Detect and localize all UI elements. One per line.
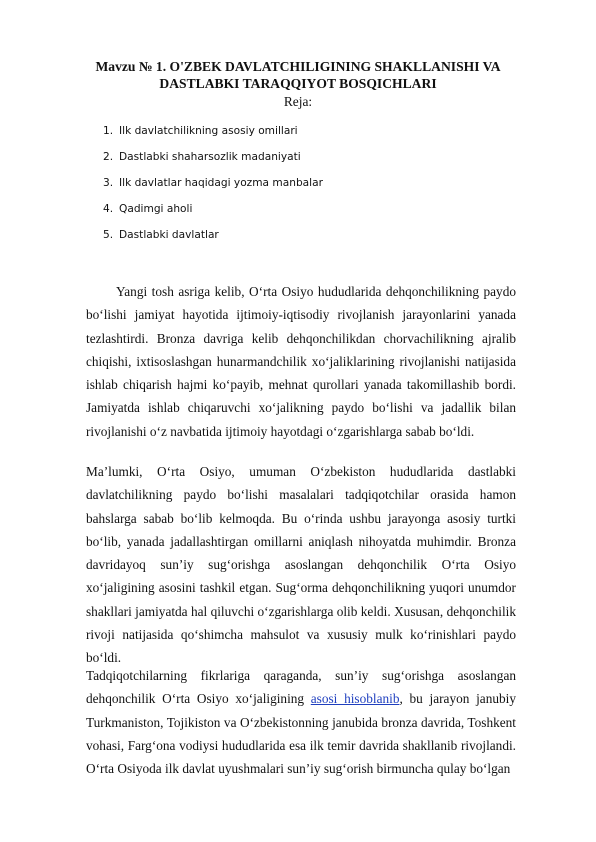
plan-item-text: Ilk davlatlar haqidagi yozma manbalar — [119, 177, 323, 189]
plan-item-text: Dastlabki davlatlar — [119, 229, 219, 241]
document-title — [80, 58, 516, 92]
plan-item — [103, 175, 323, 201]
plan-item — [103, 123, 323, 149]
plan-item-number: 2. — [103, 151, 114, 163]
plan-item-number: 1. — [103, 125, 114, 137]
plan-item-number: 3. — [103, 177, 114, 189]
paragraph-3-text-start: Tadqiqotchilarning fikrlariga qaraganda, sun’iy sug‘orishga asoslangan dehqonchilik O‘rta Osiyo xo‘jaligining — [86, 668, 516, 707]
paragraph-3 — [86, 664, 516, 780]
plan-item — [103, 227, 323, 253]
plan-item-text: Ilk davlatchilikning asosiy omillari — [119, 125, 298, 137]
title-line-1: Mavzu № 1. O'ZBEK DAVLATCHILIGINING SHAKLLANISHI VA — [95, 59, 501, 74]
plan-heading: Reja: — [283, 94, 313, 109]
plan-item — [103, 201, 323, 227]
plan-item-text: Dastlabki shaharsozlik madaniyati — [119, 151, 301, 163]
paragraph-3-text-end: , bu jarayon janubiy Turkmaniston, Tojikiston va O‘zbekistonning janubida bronza davrida, Toshkent vohasi, Farg‘ona vodiysi hududlarida esa ilk temir davrida shakllanib rivojlandi. O‘rta Osiyoda ilk davlat uyushmalari sun’iy sug‘orish birmuncha qulay bo‘lgan — [86, 691, 516, 777]
paragraph-2: Ma’lumki, O‘rta Osiyo, umuman O‘zbekiston hududlarida dastlabki davlatchilikning paydo bo‘lishi masalalari tadqiqotchilar orasida hamon bahslarga sabab bo‘lib kelmoqda. Bu o‘rinda ushbu jarayonga asosiy turtki bo‘lib, yanada jadallashtirgan omillarni aniqlash nihoyatda muhimdir. Bronza davridayoq sun’iy sug‘orishga asoslangan dehqonchilik O‘rta Osiyo xo‘jaligining asosini tashkil etgan. Sug‘orma dehqonchilikning yuqori unumdor shakllari jamiyatda hal qiluvchi o‘zgarishlarga olib keldi. Xususan, dehqonchilik rivoji natijasida qo‘shimcha mahsulot va xususiy mulk ko‘rinishlari paydo bo‘ldi. — [86, 464, 516, 666]
paragraph-1: Yangi tosh asriga kelib, O‘rta Osiyo hududlarida dehqonchilikning paydo bo‘lishi jamiyat hayotida ijtimoiy-iqtisodiy rivojlanish jarayonlarini yanada tezlashtirdi. Bronza davriga kelib dehqonchilikdan chorvachilikning ajralib chiqishi, ixtisoslashgan hunarmandchilik xo‘jaliklarining rivojlanishi natijasida ishlab chiqarish hajmi ko‘payib, mehnat qurollari yanada takomillashib bordi. Jamiyatda ishlab chiqaruvchi xo‘jalikning paydo bo‘lishi va jadallik bilan rivojlanishi o‘z navbatida ijtimoiy hayotdagi o‘zgarishlarga sabab bo‘ldi. — [86, 284, 516, 439]
title-line-2: DASTLABKI TARAQQIYOT BOSQICHLARI — [159, 76, 437, 91]
plan-item-number: 4. — [103, 203, 114, 215]
plan-item-number: 5. — [103, 229, 114, 241]
plan-item — [103, 149, 323, 175]
plan-item-text: Qadimgi aholi — [119, 203, 193, 215]
asosi-hisoblanib-link[interactable]: asosi hisoblanib — [310, 691, 400, 707]
plan-list — [103, 123, 323, 253]
